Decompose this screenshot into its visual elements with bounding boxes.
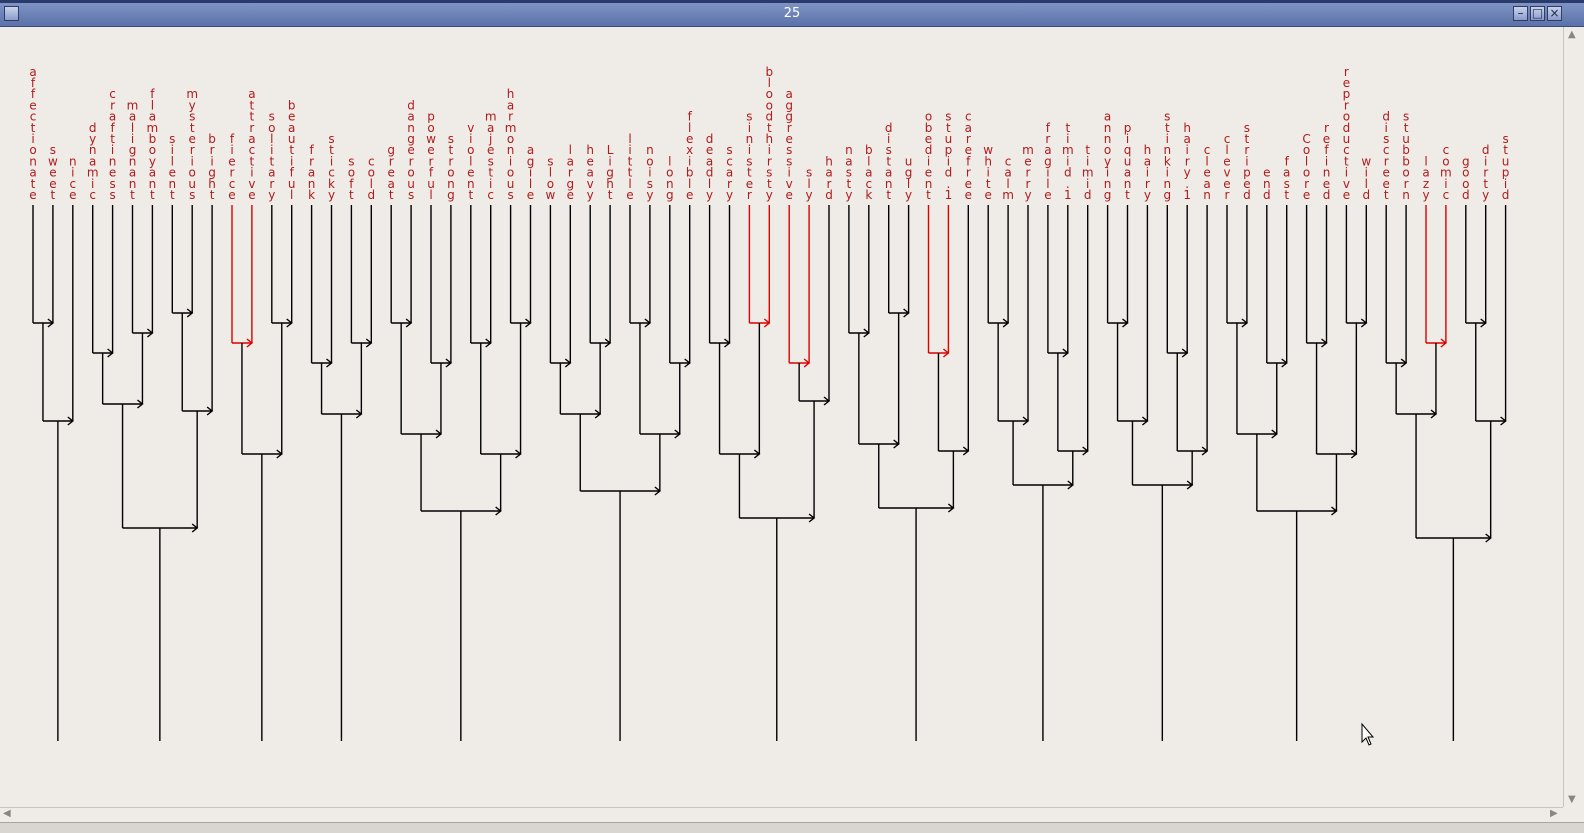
leaf-label: d a n g e r o u s	[407, 98, 415, 202]
leaf-label: w i l d	[1361, 154, 1372, 202]
leaf-label: b l o o d t h i r s t y	[765, 64, 774, 202]
leaf-label: v i o l e n t	[466, 120, 475, 202]
leaf-label: c a l m	[1002, 154, 1014, 202]
leaf-label: b e a u t i f u l	[287, 98, 296, 202]
leaf-label: s t i n k i n g	[1163, 109, 1172, 202]
leaf-label: a t t r a c t i v e	[248, 87, 256, 202]
leaf-label: s o l i t a r y	[268, 109, 276, 202]
horizontal-scrollbar[interactable]	[0, 807, 1563, 822]
leaf-label: d i s c r e e t	[1382, 109, 1391, 202]
leaf-label: e n d	[1262, 165, 1271, 202]
leaf-label: s l y	[805, 165, 813, 202]
leaf-label: l i t t l e	[626, 132, 634, 202]
leaf-label: f r a n k	[307, 143, 316, 202]
leaf-label: c l e v e r	[1223, 132, 1231, 202]
leaf-label: l a r g e	[566, 143, 575, 202]
leaf-label: a f f e c t i o n a t e	[29, 64, 37, 202]
leaf-label: r e f i n e d	[1322, 120, 1331, 202]
leaf-label: s t u p i d	[1501, 132, 1510, 202]
leaf-label: c r a f t i n e s s	[108, 87, 117, 202]
leaf-label: l a z y	[1422, 154, 1430, 202]
minimize-glyph: –	[1517, 6, 1524, 20]
leaf-label: f r a g i l e	[1044, 120, 1052, 202]
dendrogram-canvas[interactable]	[0, 27, 1563, 807]
leaf-label: t i m i d	[1081, 143, 1094, 202]
leaf-label: s l o w	[545, 154, 556, 202]
leaf-label: m e r r y	[1022, 143, 1034, 202]
leaf-label: m y s t e r i o u s	[186, 87, 199, 202]
leaf-label: c l e a n	[1203, 143, 1211, 202]
leaf-label: n o i s y	[646, 143, 654, 202]
leaf-label: a n n o y i n g	[1103, 109, 1112, 202]
leaf-label: u g l y	[904, 154, 913, 202]
leaf-label: b r i g h t	[208, 132, 216, 202]
leaf-label: s t u b b o r n	[1402, 109, 1410, 202]
leaf-label: m a j e s t i c	[484, 109, 497, 202]
window-title: 25	[783, 6, 801, 21]
leaf-label: l o n g	[665, 154, 674, 202]
leaf-label: g o o d	[1461, 154, 1470, 202]
leaf-label: d e a d l y	[705, 132, 714, 202]
maximize-icon[interactable]	[1530, 6, 1545, 21]
leaf-label: a g i l e	[526, 143, 535, 202]
leaf-label: c a r e f r e e	[964, 109, 972, 202]
leaf-label: f i e r c e	[228, 132, 236, 202]
leaf-label: b l a c k	[864, 143, 873, 202]
leaf-label: d i r t y	[1481, 143, 1490, 202]
dendrogram-chart[interactable]	[0, 27, 1563, 807]
leaf-label: d y n a m i c	[86, 120, 99, 202]
leaf-label: L i g h t	[606, 143, 614, 202]
leaf-label: p o w e r f u l	[426, 109, 436, 202]
leaf-label: h a i r y . 1	[1183, 120, 1192, 202]
scroll-left-arrow-icon[interactable]: ◀	[3, 808, 11, 819]
leaf-label: h a i r y	[1143, 143, 1152, 202]
scroll-down-arrow-icon[interactable]: ▼	[1568, 794, 1576, 805]
close-icon[interactable]	[1547, 6, 1562, 21]
vertical-scrollbar[interactable]	[1563, 27, 1584, 807]
leaf-label: s c a r y	[725, 143, 734, 202]
leaf-label: h e a v y	[586, 143, 595, 202]
close-glyph: ×	[1549, 6, 1560, 20]
scroll-right-arrow-icon[interactable]: ▶	[1550, 808, 1558, 819]
leaf-label: n i c e	[68, 154, 77, 202]
leaf-label: s i n i s t e r	[745, 109, 754, 202]
leaf-label: o b e d i e n t	[924, 109, 933, 202]
dendrogram-links	[33, 205, 1506, 741]
leaf-label: s t r i p e d	[1243, 120, 1251, 202]
leaf-label: s t u p i d . 1	[944, 109, 953, 202]
leaf-label: r e p r o d u c t i v e	[1342, 64, 1351, 202]
leaf-label: c o m i c	[1440, 143, 1452, 202]
leaf-label: s t r o n g	[447, 132, 455, 202]
leaf-label: s t i c k y	[327, 132, 336, 202]
leaf-label: f a s t	[1283, 154, 1291, 202]
leaf-label: C o l o r e	[1302, 132, 1311, 202]
minimize-icon[interactable]	[1513, 6, 1528, 21]
leaf-label: p i q u a n t	[1123, 120, 1132, 202]
leaf-label: s i l e n t	[168, 132, 177, 202]
leaf-label: h a r m o n i o u s	[504, 87, 517, 202]
leaf-label: d i s t a n t	[884, 120, 893, 202]
bottom-strip	[0, 822, 1584, 833]
leaf-label: g r e a t	[387, 143, 396, 202]
leaf-label: n a s t y	[845, 143, 853, 202]
maximize-glyph: □	[1531, 6, 1544, 20]
leaf-label: c o l d	[367, 154, 376, 202]
leaf-label: m a l i g n a n t	[126, 98, 139, 202]
leaf-label: f l e x i b l e	[685, 109, 694, 202]
leaf-labels	[29, 65, 1509, 202]
scroll-up-arrow-icon[interactable]: ▲	[1568, 29, 1576, 40]
leaf-label: w h i t e	[983, 143, 994, 202]
leaf-label: f l a m b o y a n t	[146, 87, 159, 202]
leaf-label: a g g r e s s i v e	[785, 87, 794, 202]
leaf-label: t i m i d . 1	[1061, 120, 1074, 202]
window-titlebar[interactable]	[0, 3, 1584, 27]
leaf-label: h a r d	[825, 154, 833, 202]
leaf-label: s o f t	[347, 154, 356, 202]
leaf-label: s w e e t	[47, 143, 58, 202]
mouse-pointer-icon	[1362, 724, 1373, 745]
